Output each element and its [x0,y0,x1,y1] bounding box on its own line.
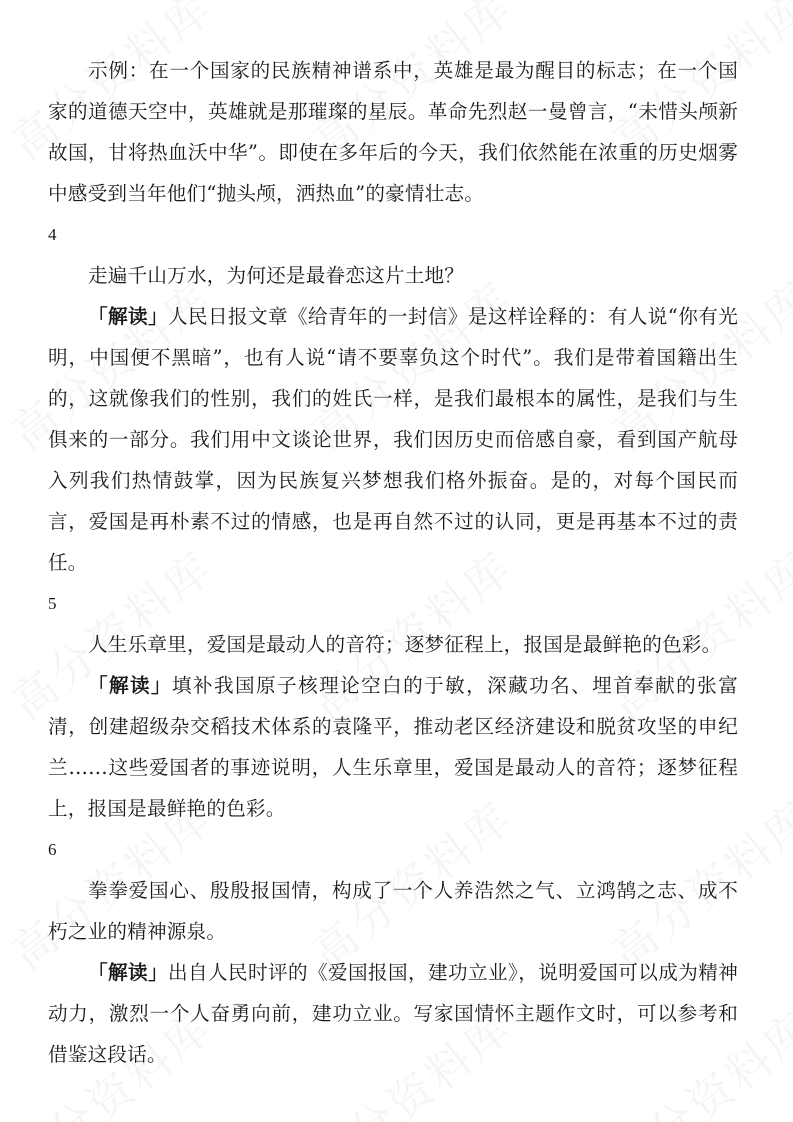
analysis-text: 人民日报文章《给青年的一封信》是这样诠释的：有人说“你有光明，中国便不黑暗”，也有人说“请不要辜负这个时代”。我们是带着国籍出生的，这就像我们的性别，我们的姓氏一样，是我们最根本的属性，是我们与生俱来的一部分。我们用中文谈论世界，我们因历史而倍感自豪，看到国产航母入列我们热情鼓掌，因为民族复兴梦想我们格外振奋。是的，对每个国民而言，爱国是再朴素不过的情感，也是再自然不过的认同，更是再基本不过的责任。 [48,305,738,574]
analysis-5 [48,665,738,829]
analysis-text: 填补我国原子核理论空白的于敏，深藏功名、埋首奉献的张富清，创建超级杂交稻技术体系的袁隆平，推动老区经济建设和脱贫攻坚的申纪兰……这些爱国者的事迹说明，人生乐章里，爱国是最动人的音符；逐梦征程上，报国是最鲜艳的色彩。 [48,674,738,820]
section-number-5: 5 [48,594,57,613]
example-paragraph: 示例：在一个国家的民族精神谱系中，英雄是最为醒目的标志；在一个国家的道德天空中，英雄就是那璀璨的星辰。革命先烈赵一曼曾言，“未惜头颅新故国，甘将热血沃中华”。即使在多年后的今天，我们依然能在浓重的历史烟雾中感受到当年他们“抛头颅，洒热血”的豪情壮志。 [48,59,738,205]
section-number-6: 6 [48,840,57,859]
analysis-tag: 「解读」 [88,674,173,697]
quote-6: 拳拳爱国心、殷殷报国情，构成了一个人养浩然之气、立鸿鹄之志、成不朽之业的精神源泉。 [48,879,738,943]
section-number-4: 4 [48,225,57,244]
analysis-tag: 「解读」 [88,305,168,328]
document-page [48,50,738,1075]
analysis-tag: 「解读」 [88,961,168,984]
analysis-6 [48,952,738,1075]
quote-4: 走遍千山万水，为何还是最眷恋这片土地？ [88,264,465,287]
analysis-text: 出自人民时评的《爱国报国，建功立业》，说明爱国可以成为精神动力，激烈一个人奋勇向前，建功立业。写家国情怀主题作文时，可以参考和借鉴这段话。 [48,961,738,1066]
analysis-4 [48,296,738,583]
quote-5: 人生乐章里，爱国是最动人的音符；逐梦征程上，报国是最鲜艳的色彩。 [88,633,722,656]
